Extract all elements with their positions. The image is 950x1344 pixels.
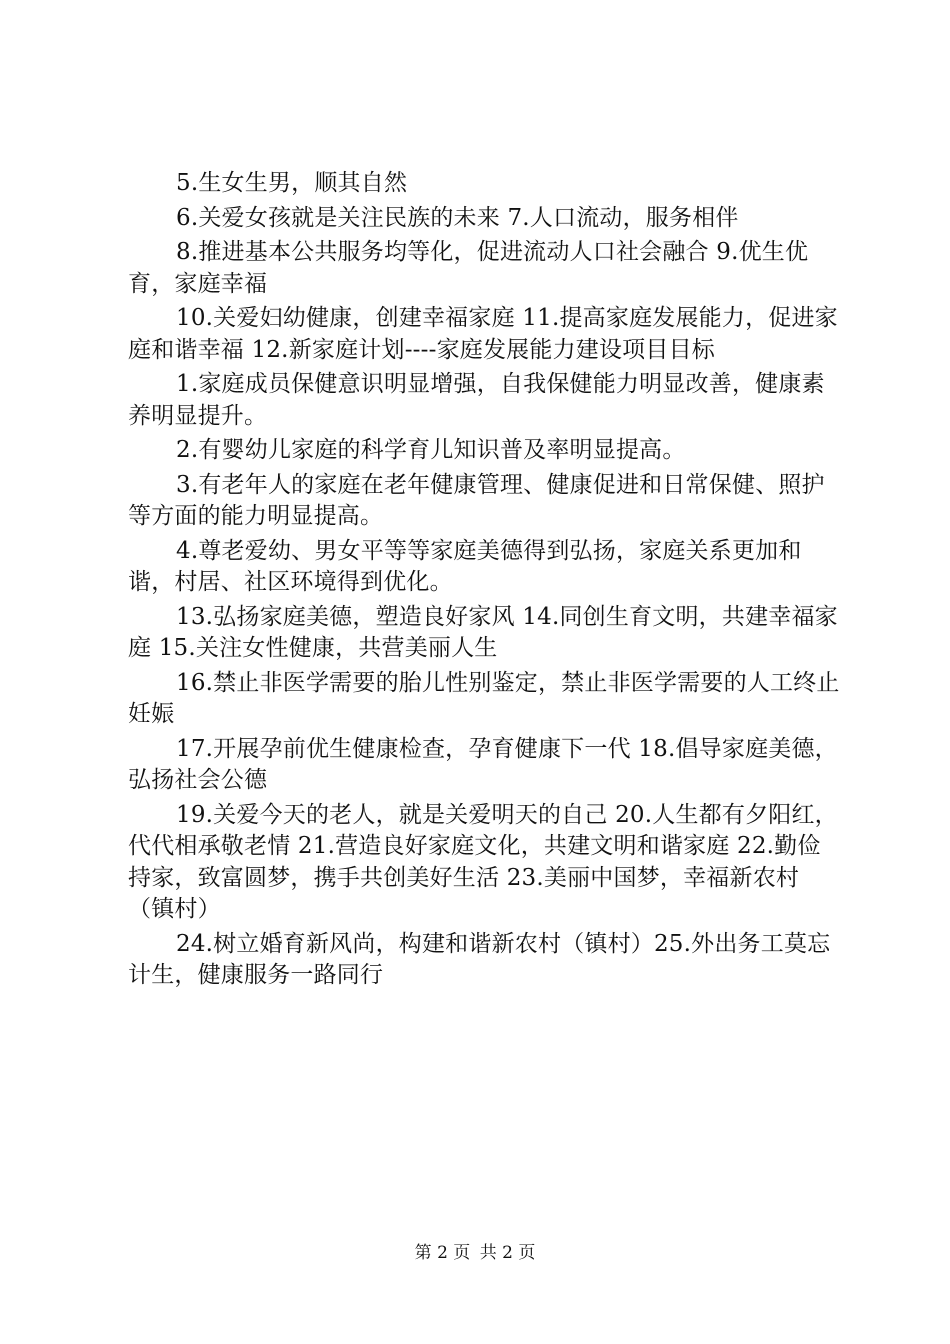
paragraph-10: 16.禁止非医学需要的胎儿性别鉴定，禁止非医学需要的人工终止妊娠	[128, 669, 840, 727]
paragraph-7: 3.有老年人的家庭在老年健康管理、健康促进和日常保健、照护等方面的能力明显提高。	[128, 471, 825, 529]
paragraph-12: 19.关爱今天的老人，就是关爱明天的自己 20.人生都有夕阳红，代代相承敬老情 21.营造良好家庭文化，共建文明和谐家庭 22.勤俭持家，致富圆梦，携手共创美好生活 23.美丽中国梦，幸福新农村（镇村）	[128, 801, 838, 922]
page-total: 共 2 页	[479, 1243, 536, 1263]
paragraph-1: 5.生女生男，顺其自然	[176, 170, 408, 196]
paragraph-5: 1.家庭成员保健意识明显增强，自我保健能力明显改善，健康素养明显提升。	[128, 371, 825, 429]
page-number: 第 2 页	[414, 1243, 471, 1263]
document-body	[128, 168, 840, 995]
paragraph-8: 4.尊老爱幼、男女平等等家庭美德得到弘扬，家庭关系更加和谐，村居、社区环境得到优化。	[128, 537, 802, 595]
paragraph-3: 8.推进基本公共服务均等化，促进流动人口社会融合 9.优生优育，家庭幸福	[128, 239, 809, 297]
paragraph-9: 13.弘扬家庭美德，塑造良好家风 14.同创生育文明，共建幸福家庭 15.关注女性健康，共营美丽人生	[128, 603, 838, 661]
paragraph-4: 10.关爱妇幼健康，创建幸福家庭 11.提高家庭发展能力，促进家庭和谐幸福 12.新家庭计划----家庭发展能力建设项目目标	[128, 305, 838, 363]
paragraph-13: 24.树立婚育新风尚，构建和谐新农村（镇村）25.外出务工莫忘计生，健康服务一路同行	[128, 930, 831, 988]
paragraph-6: 2.有婴幼儿家庭的科学育儿知识普及率明显提高。	[176, 437, 686, 463]
page-footer	[0, 1241, 950, 1265]
paragraph-11: 17.开展孕前优生健康检查，孕育健康下一代 18.倡导家庭美德，弘扬社会公德	[128, 735, 838, 793]
paragraph-2: 6.关爱女孩就是关注民族的未来 7.人口流动，服务相伴	[176, 204, 739, 231]
